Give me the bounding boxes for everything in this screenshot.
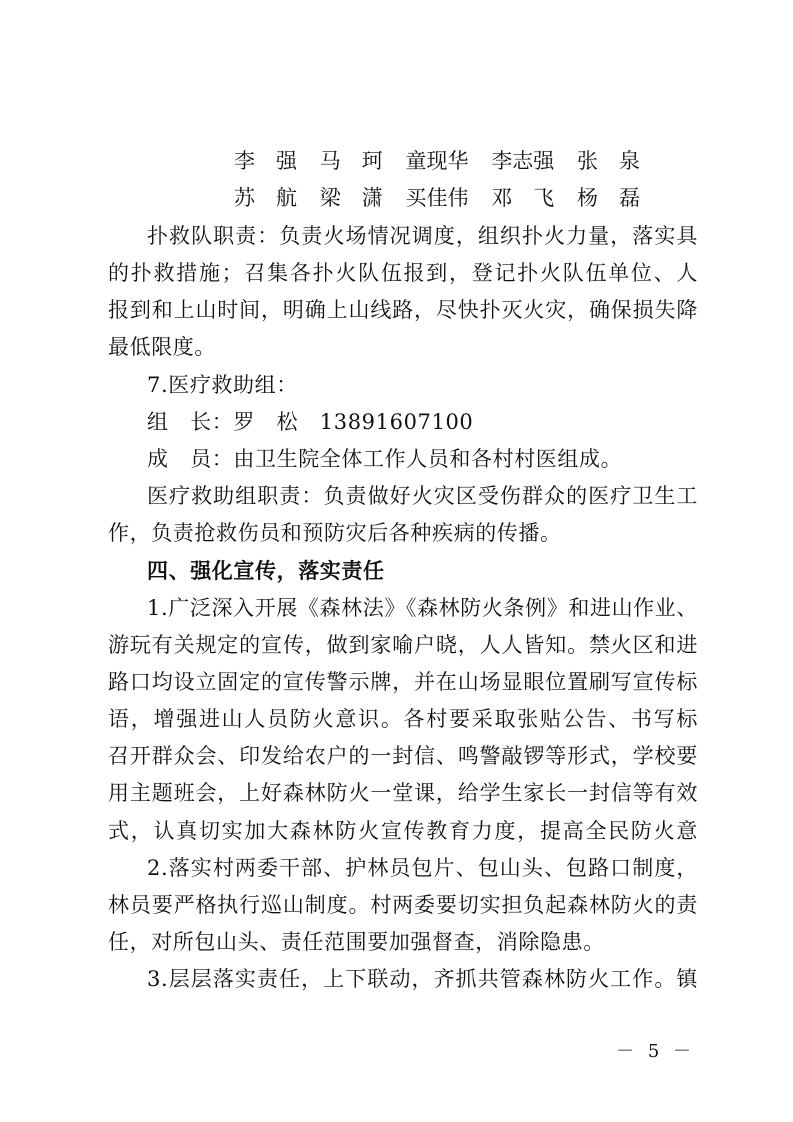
paragraph-line: 路口均设立固定的宣传警示牌，并在山场显眼位置刷写宣传标 xyxy=(108,670,698,694)
paragraph-line: 医疗救助组职责：负责做好火灾区受伤群众的医疗卫生工 xyxy=(147,484,698,508)
member-name: 马 珂 xyxy=(319,149,383,173)
paragraph-line: 作，负责抢救伤员和预防灾后各种疾病的传播。 xyxy=(108,521,562,545)
member-name: 买佳伟 xyxy=(405,186,469,210)
paragraph-line: 扑救队职责：负责火场情况调度，组织扑火力量，落实具 xyxy=(147,224,698,248)
member-name: 张 泉 xyxy=(577,149,640,173)
section-heading: 四、强化宣传，落实责任 xyxy=(147,559,385,583)
member-name: 杨 磊 xyxy=(577,186,640,210)
member-name: 苏 航 xyxy=(234,186,297,210)
member-name: 李 强 xyxy=(234,149,297,173)
paragraph-line: 任，对所包山头、责任范围要加强督查，消除隐患。 xyxy=(108,930,605,954)
member-names-row-2 xyxy=(234,183,640,213)
member-names-row-1 xyxy=(234,146,640,176)
member-name: 梁 潇 xyxy=(319,186,383,210)
group-leader-line: 组 长：罗 松 13891607100 xyxy=(147,410,474,434)
paragraph-line: 游玩有关规定的宣传，做到家喻户晓，人人皆知。禁火区和进 xyxy=(108,633,698,657)
group-members-line: 成 员：由卫生院全体工作人员和各村村医组成。 xyxy=(147,447,623,471)
paragraph-line: 林员要严格执行巡山制度。村两委要切实担负起森林防火的责 xyxy=(108,893,698,917)
paragraph-line: 语，增强进山人员防火意识。各村要采取张贴公告、书写标 xyxy=(108,707,698,731)
page-number: － 5 － xyxy=(616,1041,695,1062)
member-name: 邓 飞 xyxy=(491,186,555,210)
paragraph-line: 最低限度。 xyxy=(108,335,216,359)
section-subheading: 7.医疗救助组： xyxy=(147,373,298,397)
member-name: 李志强 xyxy=(491,149,555,173)
paragraph-line: 3.层层落实责任，上下联动，齐抓共管森林防火工作。镇 xyxy=(147,967,698,991)
paragraph-line: 报到和上山时间，明确上山线路，尽快扑灭火灾，确保损失降 xyxy=(108,298,698,322)
paragraph-line: 召开群众会、印发给农户的一封信、鸣警敲锣等形式，学校要 xyxy=(108,744,698,768)
paragraph-line: 式，认真切实加大森林防火宣传教育力度，提高全民防火意 xyxy=(108,819,698,843)
paragraph-line: 的扑救措施；召集各扑火队伍报到，登记扑火队伍单位、人 xyxy=(108,261,698,285)
paragraph-line: 1.广泛深入开展《森林法》《森林防火条例》和进山作业、 xyxy=(147,596,698,620)
paragraph-line: 用主题班会，上好森林防火一堂课，给学生家长一封信等有效 xyxy=(108,781,698,805)
member-name: 童现华 xyxy=(405,149,469,173)
paragraph-line: 2.落实村两委干部、护林员包片、包山头、包路口制度， xyxy=(147,856,698,880)
